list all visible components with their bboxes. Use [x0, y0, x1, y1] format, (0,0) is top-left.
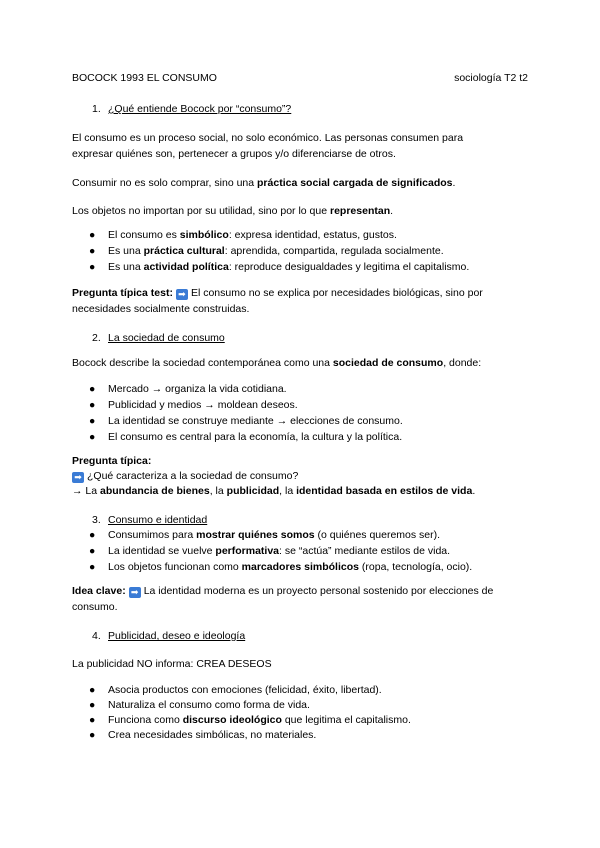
section-4-intro: La publicidad NO informa: CREA DESEOS	[72, 658, 272, 670]
list-item: ● Los objetos funcionan como marcadores simbólicos (ropa, tecnología, ocio).	[89, 561, 473, 573]
section-2-heading: 2. La sociedad de consumo	[92, 332, 225, 344]
list-item: ● Consumimos para mostrar quiénes somos (o quiénes queremos ser).	[89, 529, 441, 541]
section-3-heading: 3. Consumo e identidad	[92, 514, 208, 526]
section-3-title: Consumo e identidad	[108, 514, 208, 526]
emphasis: práctica social cargada de significados	[257, 177, 453, 189]
bullet-icon: ●	[89, 229, 96, 241]
bullet-icon: ●	[89, 261, 96, 273]
list-item: ● Es una práctica cultural: aprendida, compartida, regulada socialmente.	[89, 245, 444, 257]
section-3-key-idea-line-2: consumo.	[72, 601, 118, 613]
section-1-title: ¿Qué entiende Bocock por “consumo”?	[108, 103, 292, 115]
section-1-intro-line-1: El consumo es un proceso social, no solo económico. Las personas consumen para	[72, 132, 464, 144]
course-label: sociología T2 t2	[454, 72, 528, 84]
section-1-intro-line-2: expresar quiénes son, pertenecer a grupos y/o diferenciarse de otros.	[72, 148, 396, 160]
bullet-icon: ●	[89, 415, 96, 427]
section-4-title: Publicidad, deseo e ideología	[108, 630, 246, 642]
section-1-test-line-2: necesidades socialmente construidas.	[72, 303, 250, 315]
list-item: ● El consumo es simbólico: expresa identidad, estatus, gustos.	[89, 229, 397, 241]
page-header	[72, 72, 528, 86]
section-2-question: ➡ ¿Qué caracteriza a la sociedad de consumo?	[72, 468, 530, 484]
bullet-icon: ●	[89, 684, 96, 696]
list-item: ● Naturaliza el consumo como forma de vida.	[89, 699, 310, 711]
arrow-right-icon: ➡	[176, 289, 188, 300]
list-item: ● Publicidad y medios → moldean deseos.	[89, 399, 298, 411]
arrow-right-icon: ➡	[129, 587, 141, 598]
list-item: ● Mercado → organiza la vida cotidiana.	[89, 383, 287, 395]
section-1-heading: 1. ¿Qué entiende Bocock por “consumo”?	[92, 103, 292, 115]
section-2-question-label: Pregunta típica:	[72, 455, 152, 467]
section-4-heading: 4. Publicidad, deseo e ideología	[92, 630, 246, 642]
list-item: ● Crea necesidades simbólicas, no materiales.	[89, 729, 317, 741]
section-1-paragraph-3: Los objetos no importan por su utilidad, sino por lo que representan.	[72, 205, 394, 217]
section-1-paragraph-2: Consumir no es solo comprar, sino una práctica social cargada de significados.	[72, 177, 456, 189]
list-item: ● La identidad se construye mediante → elecciones de consumo.	[89, 415, 403, 427]
bullet-icon: ●	[89, 699, 96, 711]
section-1-test-question: Pregunta típica test: ➡ El consumo no se explica por necesidades biológicas, sino por	[72, 287, 483, 299]
bullet-icon: ●	[89, 529, 96, 541]
bullet-icon: ●	[89, 399, 96, 411]
bullet-icon: ●	[89, 383, 96, 395]
emphasis: representan	[330, 205, 391, 217]
document-title: BOCOCK 1993 EL CONSUMO	[72, 72, 217, 84]
bullet-icon: ●	[89, 729, 96, 741]
list-item: ● Es una actividad política: reproduce desigualdades y legitima el capitalismo.	[89, 261, 470, 273]
bullet-icon: ●	[89, 545, 96, 557]
section-2-answer: → La abundancia de bienes, la publicidad, la identidad basada en estilos de vida.	[72, 485, 476, 497]
bullet-icon: ●	[89, 714, 96, 726]
section-2-intro: Bocock describe la sociedad contemporánea como una sociedad de consumo, donde:	[72, 357, 482, 369]
bullet-icon: ●	[89, 431, 96, 443]
list-item: ● El consumo es central para la economía, la cultura y la política.	[89, 431, 403, 443]
list-item: ● Funciona como discurso ideológico que legitima el capitalismo.	[89, 714, 411, 726]
list-item: ● Asocia productos con emociones (felicidad, éxito, libertad).	[89, 684, 382, 696]
bullet-icon: ●	[89, 561, 96, 573]
section-3-key-idea: Idea clave: ➡ La identidad moderna es un proyecto personal sostenido por elecciones de	[72, 585, 494, 597]
test-label: Pregunta típica test:	[72, 287, 173, 299]
section-2-title: La sociedad de consumo	[108, 332, 225, 344]
arrow-right-icon: ➡	[72, 472, 84, 483]
list-item: ● La identidad se vuelve performativa: se “actúa” mediante estilos de vida.	[89, 545, 451, 557]
bullet-icon: ●	[89, 245, 96, 257]
